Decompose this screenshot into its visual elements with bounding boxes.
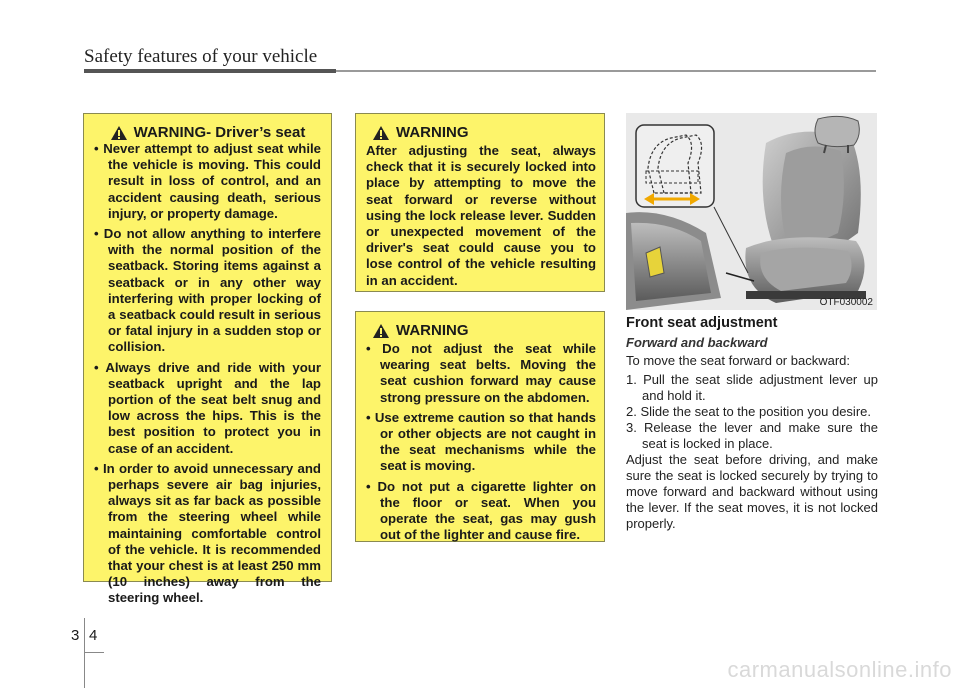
page-number-divider bbox=[84, 618, 85, 688]
warning-bullet: • Use extreme caution so that hands or other objects are not caught in the seat mechanisms while the seat is moving. bbox=[366, 409, 596, 474]
warning-triangle-icon bbox=[372, 125, 390, 141]
step-item: 2. Slide the seat to the position you desire. bbox=[626, 404, 871, 419]
watermark: carmanualsonline.info bbox=[727, 657, 952, 682]
warning-bullet: • Do not put a cigarette lighter on the floor or seat. When you operate the seat, gas may gush out of the lighter and cause fire. bbox=[366, 478, 596, 543]
warning-subtitle: - Driver’s seat bbox=[206, 124, 306, 141]
warning-triangle-icon bbox=[110, 125, 128, 141]
section-outro: Adjust the seat before driving, and make sure the seat is locked securely by trying to move forward and backward without using the lever. If the seat moves, it is not locked properly. bbox=[626, 452, 878, 531]
header-rule-accent bbox=[84, 69, 336, 73]
page-number: 4 bbox=[89, 627, 98, 644]
page-number-rule bbox=[84, 652, 104, 653]
section-body bbox=[626, 353, 878, 532]
car-seat-image bbox=[626, 113, 877, 310]
warning-heading bbox=[372, 322, 596, 339]
step-item: 1. Pull the seat slide adjustment lever up and hold it. bbox=[626, 372, 878, 403]
seat-illustration bbox=[626, 113, 877, 310]
warning-bullet: • In order to avoid unnecessary and perhaps severe air bag injuries, always sit as far back as possible from the steering wheel while maintaining comfortable control of the vehicle. It is recommended that your chest is at least 250 mm (10 inches) away from the steering wheel. bbox=[94, 460, 321, 606]
warning-title: WARNING bbox=[396, 124, 469, 141]
warning-bullet: • Never attempt to adjust seat while the vehicle is moving. This could result in loss of control, and an accident causing death, serious injury, or property damage. bbox=[94, 141, 321, 221]
header-title: Safety features of your vehicle bbox=[84, 46, 318, 67]
warning-box-seat-objects bbox=[355, 311, 605, 542]
section-intro: To move the seat forward or backward: bbox=[626, 353, 850, 368]
warning-text: After adjusting the seat, always check that it is securely locked into place by attempting to move the seat forward or reverse without using the lock release lever. Sudden or unexpected movement of the driver's seat could cause you to lose control of the vehicle resulting in an accident. bbox=[366, 143, 596, 288]
warning-box-seat-lock bbox=[355, 113, 605, 292]
warning-box-drivers-seat bbox=[83, 113, 332, 606]
warning-bullet: • Do not allow anything to interfere with the normal position of the seatback. Storing items against a seatback or in any other way interfering with proper locking of a seatback could result in serious or fatal injury in a sudden stop or collision. bbox=[94, 226, 321, 355]
figure-code: OTF030002 bbox=[819, 297, 873, 308]
warning-title: WARNING bbox=[133, 124, 207, 141]
warning-bullet: • Do not adjust the seat while wearing seat belts. Moving the seat cushion forward may cause strong pressure on the abdomen. bbox=[366, 341, 596, 405]
warning-bullet: • Always drive and ride with your seatback upright and the lap portion of the seat belt snug and low across the hips. This is the best position to protect you in case of an accident. bbox=[94, 359, 321, 456]
step-item: 3. Release the lever and make sure the seat is locked in place. bbox=[626, 420, 878, 451]
warning-triangle-icon bbox=[372, 323, 390, 339]
chapter-number: 3 bbox=[71, 627, 80, 644]
warning-heading bbox=[94, 124, 321, 141]
warning-title: WARNING bbox=[396, 322, 469, 339]
warning-heading bbox=[372, 124, 596, 141]
section-subtitle: Forward and backward bbox=[626, 335, 768, 350]
section-title: Front seat adjustment bbox=[626, 315, 778, 331]
